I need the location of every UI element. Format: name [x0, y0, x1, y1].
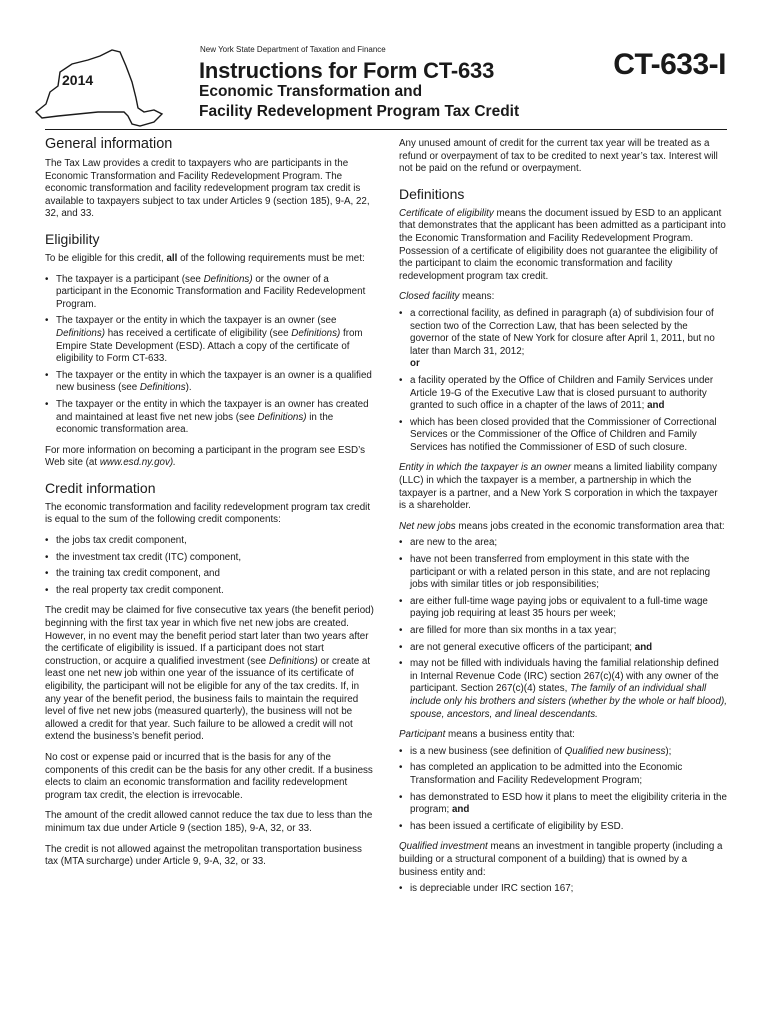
definition-entity-owner: Entity in which the taxpayer is an owner means a limited liability company (LLC) in which the taxpayer is a member, a partnership in which the taxpayer is a partner, and a New York S corporation in which the taxpayer is a shareholder.: [399, 462, 718, 512]
ny-state-logo: [28, 42, 168, 142]
list-item: • may not be filled with individuals having the familial relationship defined in Internal Revenue Code (IRC) section 267(c)(4) with any owner of the participant. Section 267(c)(4) states, The family of an individual shall include only his brothers and sisters (whether by the whole or half blood), spouse, ancestors, and lineal descendants.: [399, 658, 727, 721]
list-item: • the training tax credit component, and: [45, 568, 375, 581]
definition-net-new-jobs: Net new jobs means jobs created in the economic transformation area that:: [399, 520, 725, 532]
qualified-investment-list: [399, 883, 727, 896]
no-cost-text: No cost or expense paid or incurred that is the basis for any of the components of this credit can be the basis for any other credit. If a business elects to claim an economic transformation and facility redevelopment program tax credit, the election is irrevocable.: [45, 751, 373, 801]
tax-year: 2014: [62, 72, 94, 88]
list-item: • is depreciable under IRC section 167;: [399, 883, 727, 896]
participant-list: [399, 746, 727, 834]
definition-certificate-of-eligibility: Certificate of eligibility means the document issued by ESD to an applicant that demonstrates that the applicant has been admitted as a participant into the Economic Transformation and Facility Redevelopment Program. Possession of a certificate of eligibility does not guarantee the eligibility of the participant to claim the economic transformation and facility redevelopment program tax credit.: [399, 207, 726, 282]
esd-website-link[interactable]: www.esd.ny.gov).: [99, 457, 176, 469]
list-item: • are either full-time wage paying jobs or equivalent to a full-time wage paying job requiring at least 35 hours per week;: [399, 596, 727, 621]
definition-closed-facility: Closed facility means:: [399, 291, 495, 303]
credit-information-heading: Credit information: [45, 479, 156, 496]
list-item: • a correctional facility, as defined in paragraph (a) of subdivision four of section two of the Correction Law, that has been selected by the governor of the state of New York for closure after April 1, 2011, but no later than March 31, 2012; or: [399, 308, 727, 371]
net-new-jobs-list: [399, 537, 727, 721]
credit-amount-text: The amount of the credit allowed cannot reduce the tax due to less than the minimum tax due under Article 9 (section 185), 9-A, 32, or 33.: [45, 810, 373, 834]
page-subtitle: Economic Transformation and Facility Redevelopment Program Tax Credit: [199, 83, 520, 120]
general-information-text: The Tax Law provides a credit to taxpayers who are participants in the Economic Transformation and Facility Redevelopment Program. The economic transformation and facility redevelopment program tax credit is available to taxpayers subject to tax under Articles 9 (section 185), 9-A, 22, 32, and 33.: [45, 158, 370, 220]
more-information-text: For more information on becoming a participant in the program see ESD’s Web site (at www.esd.ny.gov).: [45, 444, 366, 469]
credit-components-list: [45, 535, 375, 597]
list-item: • The taxpayer is a participant (see Definitions) or the owner of a participant in the Economic Transformation and Facility Redevelopment Program.: [45, 274, 375, 312]
eligibility-list: [45, 274, 375, 437]
definition-qualified-investment: Qualified investment means an investment in tangible property (including a building or a structural component of a building) that is owned by a business entity and:: [399, 841, 723, 878]
mta-surcharge-text: The credit is not allowed against the metropolitan transportation business tax (MTA surcharge) under Article 9, 9-A, 32, or 33.: [45, 843, 362, 868]
list-item: • are filled for more than six months in a tax year;: [399, 625, 727, 638]
ny-state-outline-icon: [36, 50, 162, 126]
list-item: • The taxpayer or the entity in which the taxpayer is an owner is a qualified new business (see Definitions).: [45, 370, 375, 395]
list-item: • the real property tax credit component.: [45, 585, 375, 598]
list-item: • has been issued a certificate of eligibility by ESD.: [399, 821, 727, 834]
department-name: New York State Department of Taxation and Finance: [200, 45, 386, 54]
benefit-period-text: The credit may be claimed for five consecutive tax years (the benefit period) beginning with the first tax year in which five net new jobs are created. However, in no event may the benefit period start later than two years after the certificate of eligibility is issued. If a participant does not start construction, or acquire a qualified investment (see Definitions) or create at least one net new job within one year of the issuance of its certificate of eligibility, the participant will not be eligible for any of the tax credits. If, in any year of the benefit period, the business fails to maintain the required level of five net new jobs (measured quarterly), the business will not be allowed a credit for that year. Such failure to be allowed a credit will not extend the business’s benefit period.: [45, 605, 374, 743]
list-item: • The taxpayer or the entity in which the taxpayer is an owner (see Definitions) has received a certificate of eligibility (see Definitions) from Empire State Development (ESD). Attach a copy of the certificate of eligibility to Form CT-633.: [45, 315, 375, 365]
definition-participant: Participant means a business entity that:: [399, 729, 575, 741]
list-item: • The taxpayer or the entity in which the taxpayer is an owner has created and maintained at least five net new jobs (see Definitions) in the economic transformation area.: [45, 399, 375, 437]
list-item: • a facility operated by the Office of Children and Family Services under Article 19-G of the Executive Law that is closed pursuant to authority granted to such office in a chapter of the laws of 2011; and: [399, 375, 727, 413]
definitions-heading: Definitions: [399, 185, 465, 202]
form-number: CT-633-I: [613, 48, 726, 81]
eligibility-intro: To be eligible for this credit, all of the following requirements must be met:: [45, 252, 365, 264]
eligibility-heading: Eligibility: [45, 230, 100, 247]
list-item: • have not been transferred from employment in this state with the participant or with a related person in this state, and are not replacing jobs with similar titles or job responsibilities;: [399, 554, 727, 592]
list-item: • is a new business (see definition of Qualified new business);: [399, 746, 727, 759]
left-column: [45, 136, 375, 877]
general-information-heading: General information: [45, 136, 173, 152]
list-item: • has demonstrated to ESD how it plans to meet the eligibility criteria in the program; and: [399, 792, 727, 817]
credit-intro: The economic transformation and facility redevelopment program tax credit is equal to the sum of the following credit components:: [45, 501, 371, 526]
header-divider: [45, 129, 727, 130]
closed-facility-list: [399, 308, 727, 455]
list-item: • the investment tax credit (ITC) component,: [45, 552, 375, 565]
list-item: • the jobs tax credit component,: [45, 535, 375, 548]
right-column: [399, 138, 727, 904]
page-title: Instructions for Form CT-633: [199, 58, 495, 83]
list-item: • are not general executive officers of the participant; and: [399, 642, 727, 655]
list-item: • which has been closed provided that the Commissioner of Correctional Services or the Commissioner of the Office of Children and Family Services has notified the Commissioner of ESD of such closure.: [399, 417, 727, 455]
list-item: • has completed an application to be admitted into the Economic Transformation and Facility Redevelopment Program;: [399, 762, 727, 787]
unused-credit-text: Any unused amount of credit for the current tax year will be treated as a refund or overpayment of tax to be credited to next year’s tax. Interest will not be paid on the refund or overpayment.: [399, 138, 718, 175]
list-item: • are new to the area;: [399, 537, 727, 550]
